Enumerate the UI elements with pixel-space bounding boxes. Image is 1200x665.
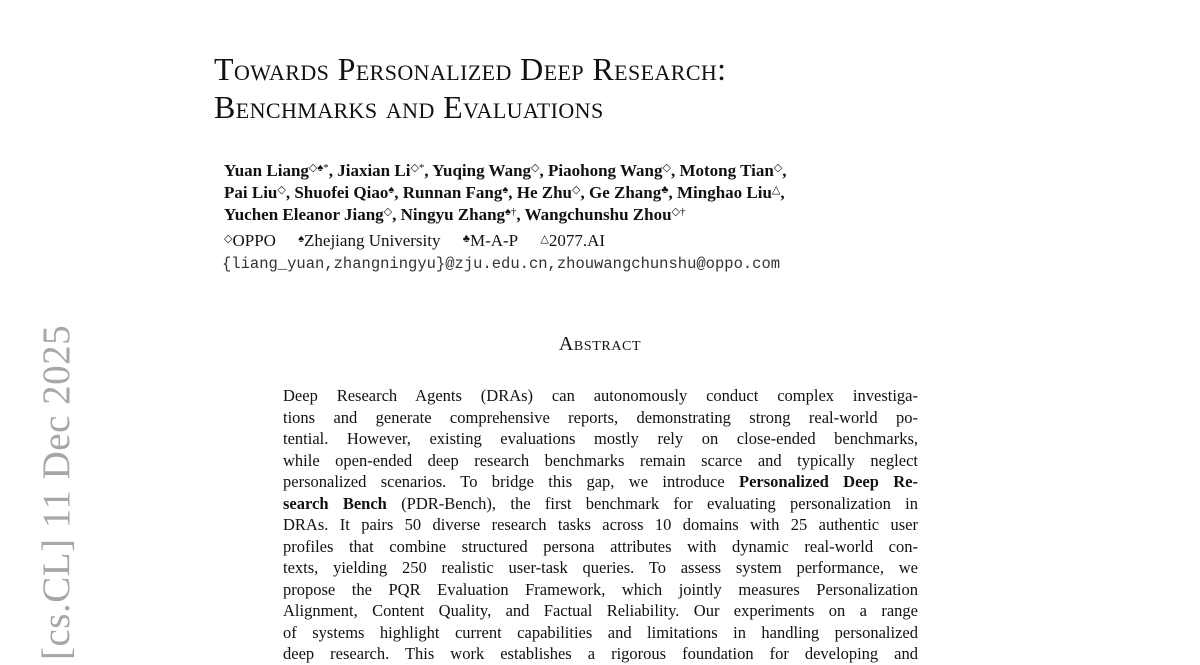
abstract-line: propose the PQR Evaluation Framework, which jointly measures Personalization bbox=[283, 579, 918, 599]
author-separator: , bbox=[508, 183, 517, 202]
author-separator: , bbox=[394, 183, 403, 202]
abstract-line: deep research. This work establishes a rigorous foundation for developing and bbox=[283, 644, 918, 663]
author-affiliation-mark: ♠ bbox=[502, 184, 509, 196]
title-line-1: Towards Personalized Deep Research: bbox=[214, 51, 727, 87]
author-name: He Zhu bbox=[516, 183, 572, 202]
author-separator: , bbox=[392, 205, 401, 224]
author-affiliation-mark: ◇ bbox=[531, 162, 540, 174]
author-separator: , bbox=[539, 161, 549, 180]
author-affiliation-mark: ◇† bbox=[671, 206, 686, 218]
affiliation-name: OPPO bbox=[232, 231, 276, 250]
author-name: Jiaxian Li bbox=[337, 161, 411, 180]
author-affiliation-mark: ◇ bbox=[773, 162, 783, 174]
title-line-2: Benchmarks and Evaluations bbox=[214, 89, 604, 125]
author-name: Minghao Liu bbox=[676, 183, 772, 202]
author-name: Shuofei Qiao bbox=[294, 183, 389, 202]
author-separator: , bbox=[516, 205, 525, 224]
affiliation-name: M-A-P bbox=[469, 231, 519, 250]
abstract-text: personalized scenarios. To bridge this gap, we introduce bbox=[283, 472, 740, 491]
paper-title bbox=[214, 50, 974, 126]
affiliation-mark: △ bbox=[540, 233, 549, 245]
author-affiliation-mark: ♣ bbox=[661, 184, 669, 196]
author-emails: {liang_yuan,zhangningyu}@zju.edu.cn,zhouwangchunshu@oppo.com bbox=[222, 255, 781, 273]
author-affiliation-mark: ◇♠* bbox=[308, 162, 329, 174]
abstract-body bbox=[283, 385, 918, 665]
author-separator: , bbox=[328, 161, 338, 180]
affiliation-mark: ♣ bbox=[462, 233, 470, 245]
affiliation-mark: ♠ bbox=[298, 233, 305, 245]
author-name: Piaohong Wang bbox=[548, 161, 663, 180]
author-separator: , bbox=[424, 161, 433, 180]
author-name: Ningyu Zhang bbox=[400, 205, 506, 224]
affiliation-oppo bbox=[224, 230, 276, 252]
abstract-line: tential. However, existing evaluations mostly rely on close-ended benchmarks, bbox=[283, 429, 918, 448]
author-separator: , bbox=[285, 183, 295, 202]
author-name: Yuchen Eleanor Jiang bbox=[224, 205, 384, 224]
benchmark-name-bold: Personalized Deep Re- bbox=[739, 472, 918, 491]
author-separator: , bbox=[670, 161, 680, 180]
author-affiliation-mark: ♠ bbox=[388, 184, 395, 196]
author-name: Runnan Fang bbox=[402, 183, 503, 202]
author-list bbox=[224, 160, 984, 226]
author-separator: , bbox=[782, 161, 787, 180]
author-name: Motong Tian bbox=[679, 161, 774, 180]
benchmark-name-bold: search Bench bbox=[283, 493, 387, 513]
affiliation-zju bbox=[298, 230, 440, 252]
abstract-line: profiles that combine structured persona attributes with dynamic real-world con- bbox=[283, 536, 918, 556]
author-affiliation-mark: ♠† bbox=[505, 206, 517, 218]
abstract-line: of systems highlight current capabilities and limitations in handling personalized bbox=[283, 622, 918, 642]
author-line-1 bbox=[224, 160, 984, 182]
abstract-line: DRAs. It pairs 50 diverse research tasks across 10 domains with 25 authentic user bbox=[283, 515, 918, 534]
author-affiliation-mark: ◇ bbox=[572, 184, 581, 196]
abstract-line: texts, yielding 250 realistic user-task queries. To assess system performance, we bbox=[283, 558, 918, 577]
author-line-2 bbox=[224, 182, 984, 204]
author-name: Yuqing Wang bbox=[432, 161, 532, 180]
author-affiliation-mark: ◇ bbox=[383, 206, 393, 218]
author-name: Ge Zhang bbox=[588, 183, 662, 202]
author-affiliation-mark: △ bbox=[771, 184, 781, 196]
abstract-line bbox=[283, 471, 918, 493]
affiliation-name: Zhejiang University bbox=[304, 231, 441, 250]
author-name: Wangchunshu Zhou bbox=[524, 205, 672, 224]
affiliation-2077ai bbox=[540, 230, 605, 252]
affiliations bbox=[224, 230, 623, 252]
author-affiliation-mark: ◇* bbox=[410, 162, 425, 174]
author-name: Yuan Liang bbox=[224, 161, 309, 180]
affiliation-mark: ◇ bbox=[224, 233, 233, 245]
abstract-text: (PDR-Bench), the first benchmark for evaluating personalization in bbox=[386, 493, 918, 513]
author-name: Pai Liu bbox=[224, 183, 278, 202]
arxiv-side-stamp: [cs.CL] 11 Dec 2025 bbox=[35, 324, 78, 660]
affiliation-name: 2077.AI bbox=[548, 231, 606, 250]
abstract-line: Deep Research Agents (DRAs) can autonomously conduct complex investiga- bbox=[283, 386, 918, 405]
author-affiliation-mark: ◇ bbox=[277, 184, 286, 196]
abstract-line bbox=[283, 493, 918, 515]
author-separator: , bbox=[668, 183, 677, 202]
abstract-line: tions and generate comprehensive reports, demonstrating strong real-world po- bbox=[283, 407, 918, 427]
affiliation-map bbox=[463, 230, 518, 252]
author-separator: , bbox=[580, 183, 589, 202]
author-separator: , bbox=[780, 183, 785, 202]
author-line-3 bbox=[224, 204, 984, 226]
abstract-line: Alignment, Content Quality, and Factual Reliability. Our experiments on a range bbox=[283, 601, 918, 620]
abstract-line: while open-ended deep research benchmarks remain scarce and typically neglect bbox=[283, 450, 918, 470]
author-affiliation-mark: ◇ bbox=[662, 162, 671, 174]
abstract-heading: Abstract bbox=[558, 333, 642, 355]
